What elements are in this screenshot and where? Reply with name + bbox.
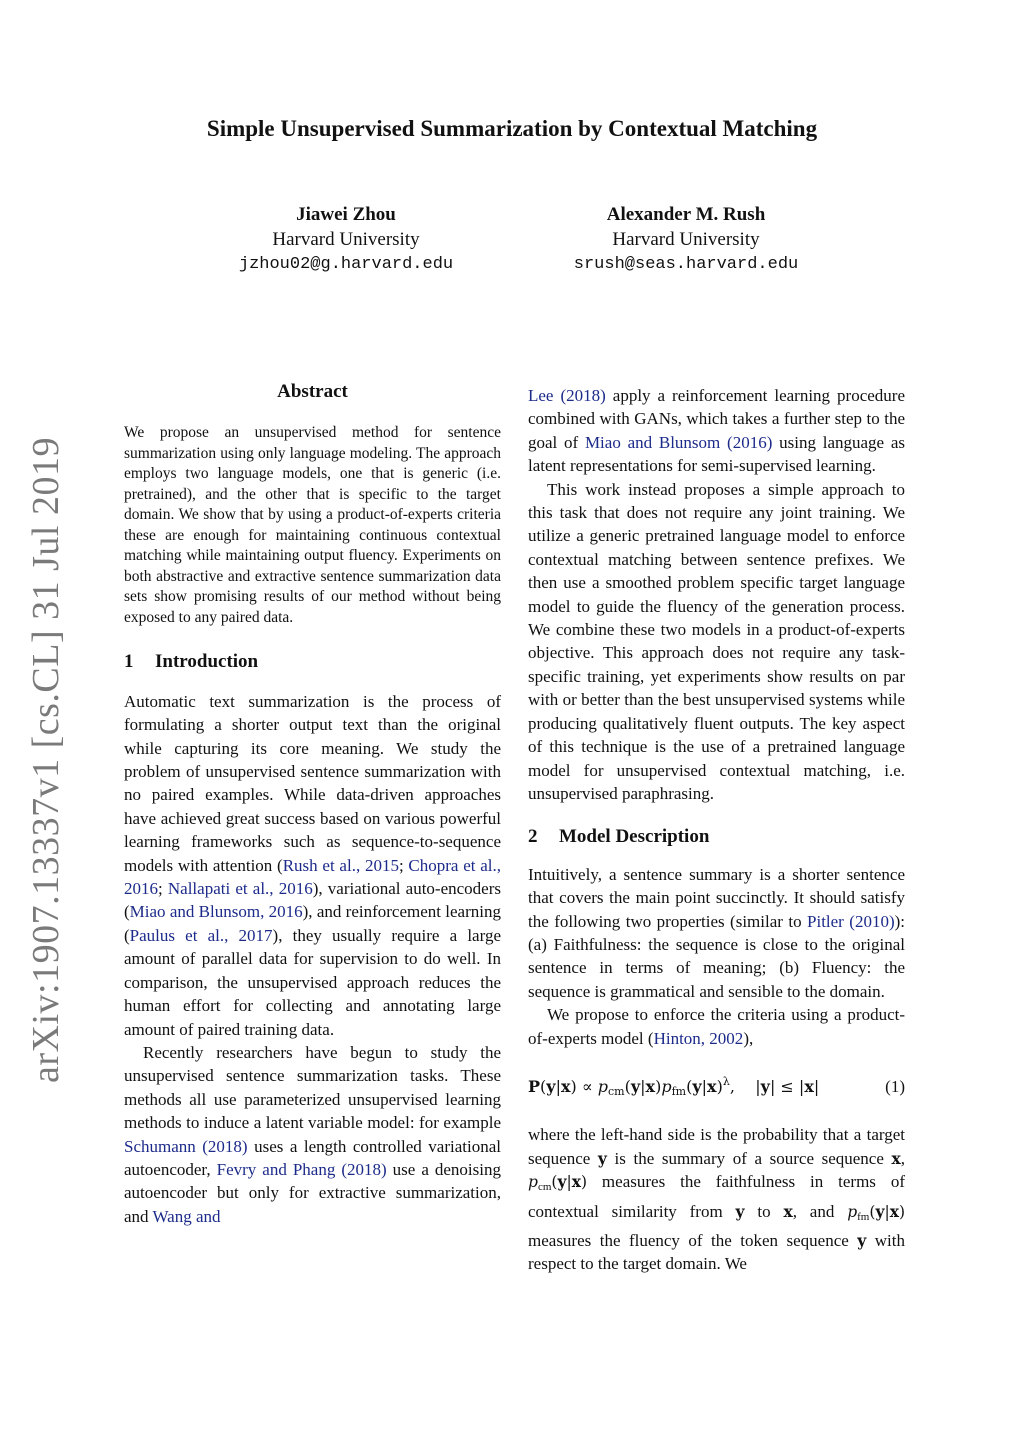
citation-lee[interactable]: Lee	[528, 386, 554, 405]
abstract-text: We propose an unsupervised method for sentence summarization using only language modeling. The approach employs two language models, one that is generic (i.e. pretrained), and the other that is specific to the target domain. We show that by using a product-of-experts criteria these are enough for maintaining continuous contextual matching while maintaining output fluency. Experiments on both abstractive and extractive sentence summarization data sets show promising results of our method without being exposed to any paired data.	[124, 424, 501, 626]
citation-schumann[interactable]: Schumann (2018)	[124, 1136, 248, 1156]
citation-pitler-year[interactable]: (2010)	[849, 911, 895, 931]
author-affiliation: Harvard University	[272, 229, 420, 250]
equation-body: $P(y|x) \propto p_{cm}(y|x)p_{fm}(y|x)^\lambda$, |y| ≤ |x|	[528, 1074, 820, 1098]
author-name: Alexander M. Rush	[606, 204, 766, 225]
intro-paragraph-2: Recently researchers have begun to study the unsupervised sentence summarization tasks. These methods all use parameterized unsupervised learning methods to induce a latent variable model: for example Schumann (2018) uses a length controlled variational autoencoder, Fevry and Phang (2018) use a denoising autoencoder but only for extractive summarization, and Wang and	[124, 1042, 501, 1226]
intro-paragraph-2-continued: Lee (2018) apply a reinforcement learning procedure combined with GANs, which takes a further step to the goal of Miao and Blunsom (2016) using language as latent representations for semi-supervised learning.	[528, 386, 905, 476]
left-column	[124, 380, 501, 1228]
citation-hinton[interactable]: Hinton, 2002	[653, 1028, 744, 1048]
arxiv-identifier	[18, 437, 74, 1083]
citation-fevry-year[interactable]: (2018)	[341, 1159, 387, 1179]
author-name: Jiawei Zhou	[296, 204, 396, 225]
citation-fevry[interactable]: Fevry and Phang	[216, 1159, 336, 1179]
intro-paragraph-1: Automatic text summarization is the process of formulating a shorter output text than the original while capturing its core meaning. We study the problem of unsupervised sentence summarization with no paired examples. While data-driven approaches have achieved great success based on various powerful learning frameworks such as sequence-to-sequence models with attention (Rush et al., 2015; Chopra et al., 2016; Nallapati et al., 2016), variational auto-encoders (Miao and Blunsom, 2016), and reinforcement learning (Paulus et al., 2017), they usually require a large amount of parallel data for supervision to do well. In comparison, the unsupervised approach reduces the human effort for collecting and annotating large amount of paired training data.	[124, 691, 501, 1039]
citation-lee-year[interactable]: (2018)	[560, 386, 606, 405]
model-paragraph-1: Intuitively, a sentence summary is a shorter sentence that covers the main point succinctly. It should satisfy the following two properties (similar to Pitler (2010)): (a) Faithfulness: the sequence is close to the original sentence in terms of meaning; (b) Fluency: the sequence is grammatical and sensible to the domain.	[528, 864, 906, 1001]
section-title: Introduction	[155, 651, 259, 673]
paper-title: Simple Unsupervised Summarization by Contextual Matching	[206, 116, 818, 141]
section-number: 2	[528, 826, 538, 848]
author-email: srush@seas.harvard.edu	[573, 255, 799, 274]
citation-chopra[interactable]: Chopra et al., 2016	[124, 855, 501, 899]
citation-rush[interactable]: Rush et al., 2015	[282, 855, 399, 875]
author-email: jzhou02@g.harvard.edu	[238, 255, 454, 274]
abstract-heading: Abstract	[277, 381, 348, 402]
model-paragraph-3: where the left-hand side is the probability that a target sequence y is the summary of a source sequence x, $p_{cm}(y|x)$ measures the faithfulness in terms of contextual similarity from y to x, and $p_{fm}(y|x)$ measures the fluency of the token sequence y with respect to the target domain. We	[528, 1125, 905, 1274]
author-block-1	[176, 202, 516, 277]
citation-miao-2[interactable]: Miao and Blunsom	[584, 432, 721, 452]
author-block-2	[516, 202, 856, 277]
citation-pitler[interactable]: Pitler	[807, 911, 844, 931]
model-paragraph-2: We propose to enforce the criteria using a product-of-experts model (Hinton, 2002),	[528, 1005, 905, 1048]
author-affiliation: Harvard University	[612, 229, 760, 250]
citation-miao[interactable]: Miao and Blunsom, 2016	[129, 902, 303, 922]
intro-paragraph-3: This work instead proposes a simple approach to this task that does not require any joint training. We utilize a generic pretrained language model to enforce contextual matching between sentence prefixes. We then use a smoothed problem specific target language model to guide the fluency of the generation process. We combine these two models in a product-of-experts objective. This approach does not require any task-specific training, yet experiments show results on par with or better than the best unsupervised systems while producing qualitatively fluent outputs. The key aspect of this technique is the use of a pretrained language model for unsupervised contextual matching, i.e. unsupervised paraphrasing.	[528, 479, 905, 803]
section-title: Model Description	[559, 826, 710, 848]
citation-wang[interactable]: Wang and	[152, 1206, 221, 1226]
section-heading-model-description	[528, 825, 905, 848]
citation-paulus[interactable]: Paulus et al., 2017	[129, 925, 273, 945]
section-number: 1	[124, 651, 134, 673]
arxiv-identifier-text: arXiv:1907.13337v1 [cs.CL] 31 Jul 2019	[25, 437, 67, 1083]
equation-1	[528, 1070, 905, 1103]
right-column	[528, 384, 905, 1276]
equation-number: (1)	[885, 1076, 905, 1096]
citation-miao-2-year[interactable]: (2016)	[727, 432, 773, 452]
section-heading-introduction	[124, 650, 501, 673]
citation-nallapati[interactable]: Nallapati et al., 2016	[167, 879, 313, 899]
